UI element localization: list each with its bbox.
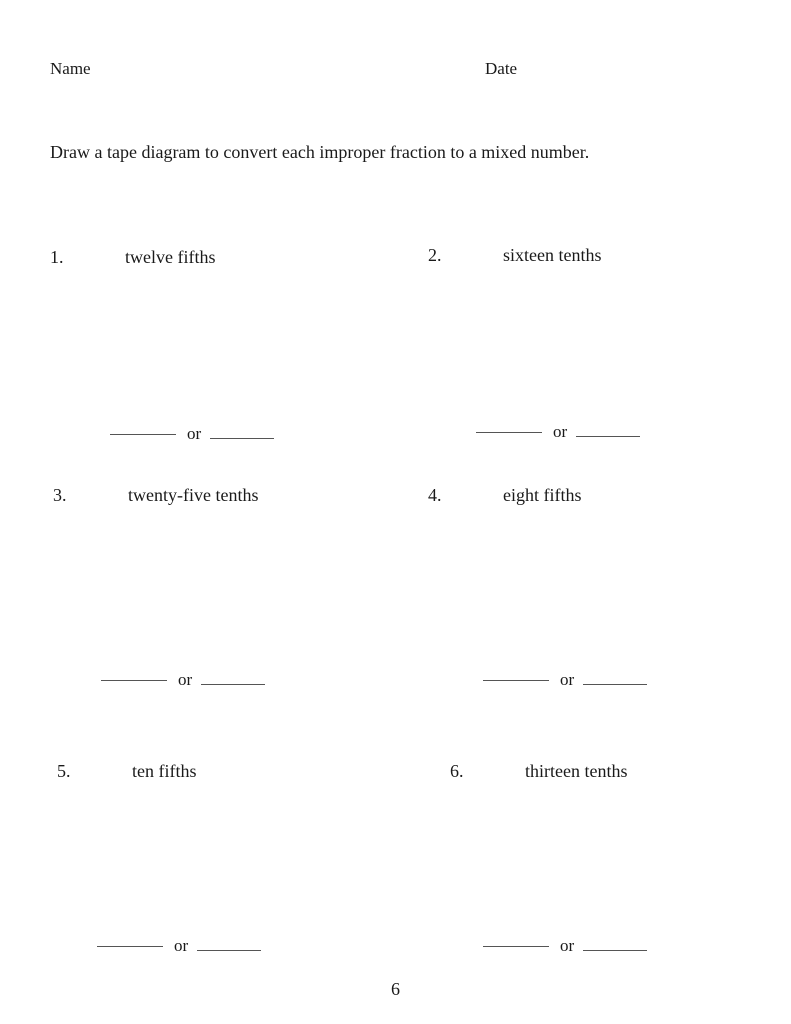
problem-6-answer-line [450, 933, 780, 959]
problem-3-work-area[interactable] [53, 509, 383, 667]
problem-6-text: thirteen tenths [525, 761, 628, 781]
problem-3 [53, 483, 383, 693]
problem-4-number: 4. [428, 485, 442, 505]
problem-2-work-area[interactable] [428, 269, 758, 419]
problem-4-answer-blank-2[interactable] [583, 671, 647, 685]
problem-6-work-area[interactable] [450, 785, 780, 933]
problem-4-work-area[interactable] [428, 509, 758, 667]
problem-5-work-area[interactable] [57, 785, 387, 933]
name-label: Name [50, 59, 91, 78]
problem-1-text: twelve fifths [125, 247, 216, 267]
instruction-text: Draw a tape diagram to convert each improper fraction to a mixed number. [50, 142, 590, 162]
problem-4-or-label: or [560, 670, 575, 689]
problem-2-number: 2. [428, 245, 442, 265]
problem-3-number: 3. [53, 485, 67, 505]
problem-1-or-label: or [187, 424, 202, 443]
problem-6-or-label: or [560, 936, 575, 955]
problem-3-answer-blank-2[interactable] [201, 671, 265, 685]
problem-2-head [428, 243, 758, 269]
problem-1-answer-blank-2[interactable] [210, 425, 274, 439]
problem-1-head [50, 245, 380, 271]
page-number: 6 [391, 979, 400, 999]
problem-1-answer-blank-1[interactable] [110, 421, 176, 435]
problem-5-or-label: or [174, 936, 189, 955]
problem-2-text: sixteen tenths [503, 245, 602, 265]
problem-3-answer-line [53, 667, 383, 693]
problem-5-answer-blank-1[interactable] [97, 933, 163, 947]
problem-4-answer-line [428, 667, 758, 693]
problem-5-answer-blank-2[interactable] [197, 937, 261, 951]
problem-1-work-area[interactable] [50, 271, 380, 421]
problem-5-answer-line [57, 933, 387, 959]
problem-3-answer-blank-1[interactable] [101, 667, 167, 681]
problem-6 [450, 759, 780, 959]
problem-2-or-label: or [553, 422, 568, 441]
problem-2-answer-blank-1[interactable] [476, 419, 542, 433]
problem-4-answer-blank-1[interactable] [483, 667, 549, 681]
problem-2-answer-line [428, 419, 758, 445]
date-label: Date [485, 59, 518, 78]
problem-3-text: twenty-five tenths [128, 485, 259, 505]
problem-1 [50, 245, 380, 447]
problem-5 [57, 759, 387, 959]
problem-1-number: 1. [50, 247, 64, 267]
problem-3-head [53, 483, 383, 509]
problem-6-head [450, 759, 780, 785]
problem-6-answer-blank-2[interactable] [583, 937, 647, 951]
problem-6-number: 6. [450, 761, 464, 781]
problem-4-text: eight fifths [503, 485, 582, 505]
problem-6-answer-blank-1[interactable] [483, 933, 549, 947]
problem-4-head [428, 483, 758, 509]
problem-5-text: ten fifths [132, 761, 197, 781]
problem-2-answer-blank-2[interactable] [576, 423, 640, 437]
problem-1-answer-line [50, 421, 380, 447]
problem-3-or-label: or [178, 670, 193, 689]
problem-5-number: 5. [57, 761, 71, 781]
problem-2 [428, 243, 758, 445]
problem-4 [428, 483, 758, 693]
problem-5-head [57, 759, 387, 785]
